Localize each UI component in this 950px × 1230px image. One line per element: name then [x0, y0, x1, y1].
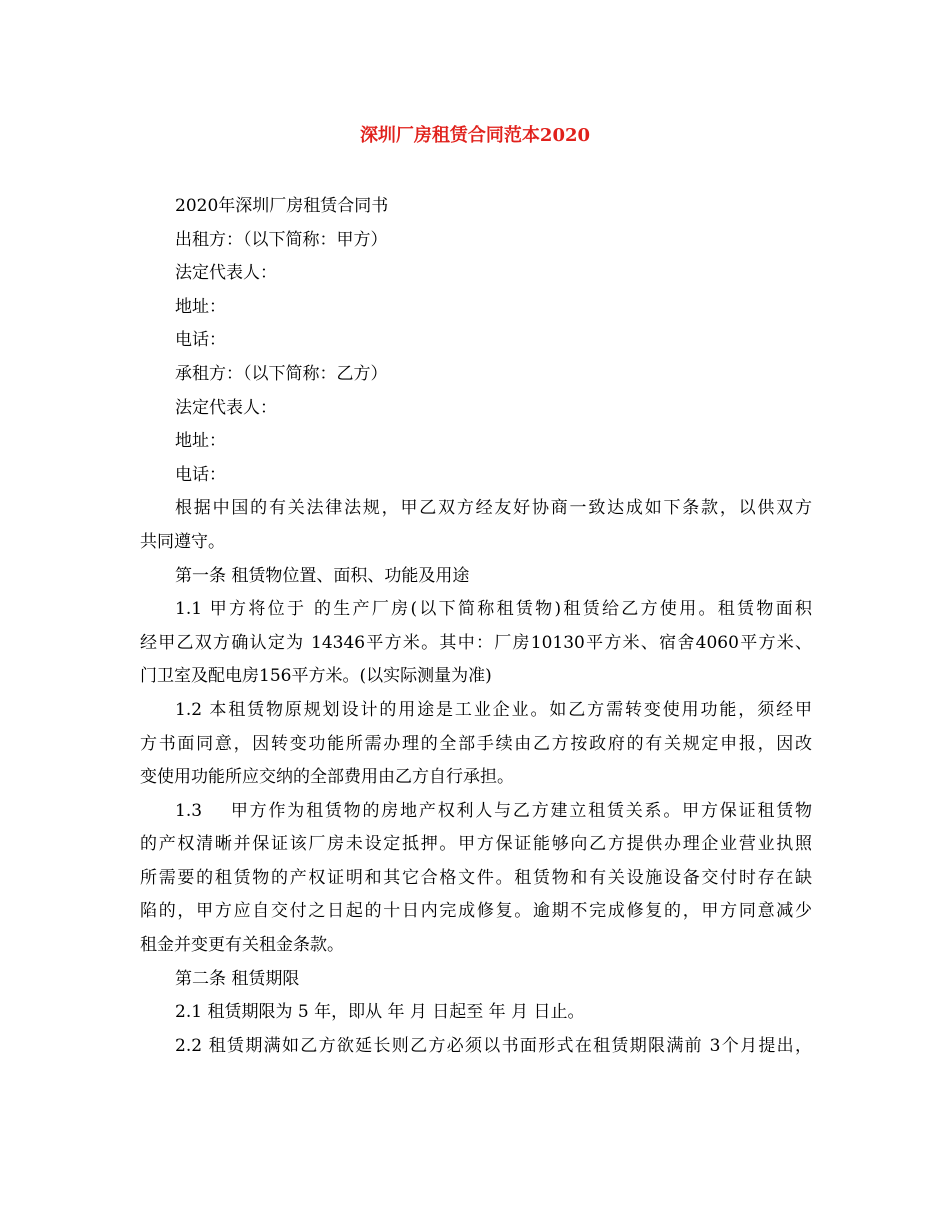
article-heading: 第二条 租赁期限: [175, 968, 300, 989]
preamble-line: 共同遵守。: [140, 531, 225, 552]
lessee-representative-line: 法定代表人：: [175, 397, 277, 418]
clause-line: 经甲乙双方确认定为 14346平方米。其中：厂房10130平方米、宿舍4060平方米、: [140, 632, 812, 653]
document-body: [140, 190, 812, 1063]
clause-line: 陷的，甲方应自交付之日起的十日内完成修复。逾期不完成修复的，甲方同意减少: [140, 901, 812, 922]
lessee-line: 承租方：（以下简称：乙方）: [175, 363, 388, 384]
preamble-line: 根据中国的有关法律法规，甲乙双方经友好协商一致达成如下条款，以供双方: [175, 498, 812, 519]
contract-heading: 2020年深圳厂房租赁合同书: [175, 196, 389, 216]
lessee-address-line: 地址：: [175, 431, 226, 452]
lessor-phone-line: 电话：: [175, 330, 226, 351]
clause-line: 门卫室及配电房156平方米。(以实际测量为准): [140, 666, 492, 687]
lessor-address-line: 地址：: [175, 296, 226, 317]
clause-line: 2.2 租赁期满如乙方欲延长则乙方必须以书面形式在租赁期限满前 3个月提出，: [175, 1035, 812, 1056]
lessor-representative-line: 法定代表人：: [175, 263, 277, 284]
article-heading: 第一条 租赁物位置、面积、功能及用途: [175, 565, 470, 586]
clause-line: 1.1 甲方将位于 的生产厂房(以下简称租赁物)租赁给乙方使用。租赁物面积: [175, 599, 812, 620]
clause-line: 2.1 租赁期限为 5 年，即从 年 月 日起至 年 月 日止。: [175, 1002, 585, 1023]
document-title: 深圳厂房租赁合同范本2020: [359, 125, 591, 146]
clause-line: 租金并变更有关租金条款。: [140, 935, 344, 956]
clause-line: 方书面同意，因转变功能所需办理的全部手续由乙方按政府的有关规定申报，因改: [140, 733, 812, 754]
lessee-phone-line: 电话：: [175, 464, 226, 485]
clause-line: 所需要的租赁物的产权证明和其它合格文件。租赁物和有关设施设备交付时存在缺: [140, 867, 812, 888]
clause-line: 变使用功能所应交纳的全部费用由乙方自行承担。: [140, 767, 514, 788]
lessor-line: 出租方：（以下简称：甲方）: [175, 229, 388, 250]
clause-line: 的产权清晰并保证该厂房未设定抵押。甲方保证能够向乙方提供办理企业营业执照: [140, 834, 812, 855]
clause-line: 1.3 甲方作为租赁物的房地产权利人与乙方建立租赁关系。甲方保证租赁物: [175, 800, 812, 821]
clause-line: 1.2 本租赁物原规划设计的用途是工业企业。如乙方需转变使用功能，须经甲: [175, 699, 812, 720]
